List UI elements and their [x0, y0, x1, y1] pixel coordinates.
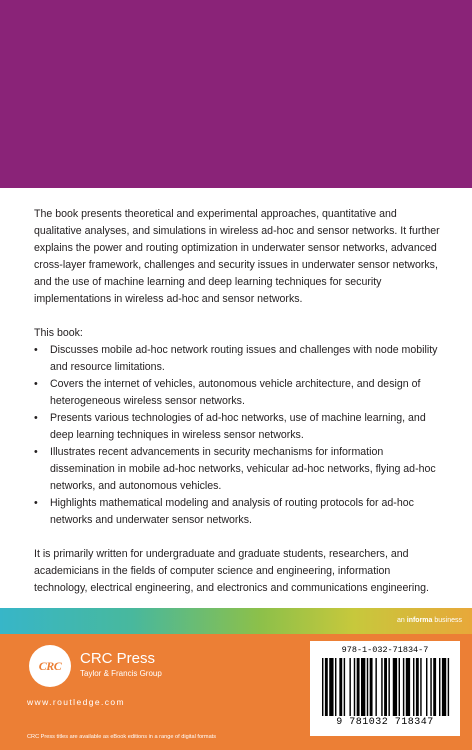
- list-item: [34, 410, 446, 444]
- bullet-icon: •: [34, 497, 38, 509]
- publisher-website: www.routledge.com: [27, 697, 125, 707]
- barcode-bar: [442, 658, 446, 716]
- bullet-text: Highlights mathematical modeling and analysis of routing protocols for ad-hoc networks and underwater sensor networks.: [50, 497, 414, 526]
- this-book-heading: This book:: [34, 327, 83, 339]
- barcode-bar: [433, 658, 436, 716]
- barcode-bar: [413, 658, 414, 716]
- bullet-icon: •: [34, 412, 38, 424]
- bullet-text: Illustrates recent advancements in security mechanisms for information dissemination in mobile ad-hoc networks, vehicular ad-hoc networks, flying ad-hoc networks, and autonomous vehicles.: [50, 446, 436, 492]
- barcode-bar: [375, 658, 376, 716]
- isbn-barcode: [310, 641, 460, 736]
- barcode-bar: [322, 658, 323, 716]
- barcode-bar: [426, 658, 427, 716]
- crc-logo-text: CRC: [38, 658, 62, 673]
- bullet-icon: •: [34, 446, 38, 458]
- barcode-bar: [403, 658, 404, 716]
- bullet-text: Covers the internet of vehicles, autonomous vehicle architecture, and design of heterogeneous wireless sensor networks.: [50, 378, 421, 407]
- bullet-text: Presents various technologies of ad-hoc networks, use of machine learning, and deep learning techniques in wireless sensor networks.: [50, 412, 426, 441]
- barcode-bar: [339, 658, 342, 716]
- barcode-bar: [367, 658, 368, 716]
- publisher-name: CRC Press: [80, 650, 156, 667]
- ebook-note: CRC Press titles are available as eBook editions in a range of digital formats: [27, 734, 217, 740]
- back-cover-description: [34, 206, 446, 597]
- barcode-bar: [384, 658, 387, 716]
- barcode-bar: [388, 658, 389, 716]
- bullet-icon: •: [34, 378, 38, 390]
- barcode-bar: [335, 658, 336, 716]
- barcode-bar: [448, 658, 449, 716]
- barcode-bar: [361, 658, 365, 716]
- barcode-bar: [406, 658, 410, 716]
- informa-brand: informa: [406, 617, 433, 624]
- top-color-band: [0, 0, 472, 188]
- list-item: [34, 495, 446, 529]
- barcode-bar: [381, 658, 382, 716]
- isbn-label: 978-1-032-71834-7: [341, 645, 429, 655]
- publisher-group: Taylor & Francis Group: [80, 669, 162, 678]
- closing-paragraph: It is primarily written for undergraduate and graduate students, researchers, and academicians in the fields of computer science and engineering, information technology, electrical engineering, and electronics and communications engineering.: [34, 548, 429, 594]
- bullet-icon: •: [34, 344, 38, 356]
- list-item: [34, 444, 446, 495]
- barcode-bar: [344, 658, 345, 716]
- feature-list: [34, 342, 446, 529]
- barcode-bar: [349, 658, 350, 716]
- crc-logo-icon: [29, 645, 71, 687]
- isbn-digits: 9 781032 718347: [336, 717, 434, 728]
- list-item: [34, 342, 446, 376]
- barcode-bar: [416, 658, 419, 716]
- barcode-bar: [430, 658, 431, 716]
- barcode-bar: [370, 658, 373, 716]
- barcode-icon: [322, 658, 452, 716]
- barcode-bar: [399, 658, 400, 716]
- informa-business-label: an informa business: [397, 617, 462, 624]
- barcode-bar: [325, 658, 328, 716]
- bullet-text: Discusses mobile ad-hoc network routing issues and challenges with node mobility and resource limitations.: [50, 344, 438, 373]
- barcode-bar: [439, 658, 440, 716]
- barcode-bar: [420, 658, 421, 716]
- barcode-bar: [354, 658, 355, 716]
- barcode-bar: [393, 658, 397, 716]
- barcode-bar: [357, 658, 360, 716]
- barcode-bar: [329, 658, 333, 716]
- list-item: [34, 376, 446, 410]
- intro-paragraph: The book presents theoretical and experimental approaches, quantitative and qualitative analyses, and simulations in wireless ad-hoc and sensor networks. It further explains the power and routing optimization in underwater sensor networks, advanced cross-layer framework, challenges and security issues in underwater sensor networks, and the use of machine learning and deep learning techniques for security implementations in wireless ad-hoc and sensor networks.: [34, 208, 440, 305]
